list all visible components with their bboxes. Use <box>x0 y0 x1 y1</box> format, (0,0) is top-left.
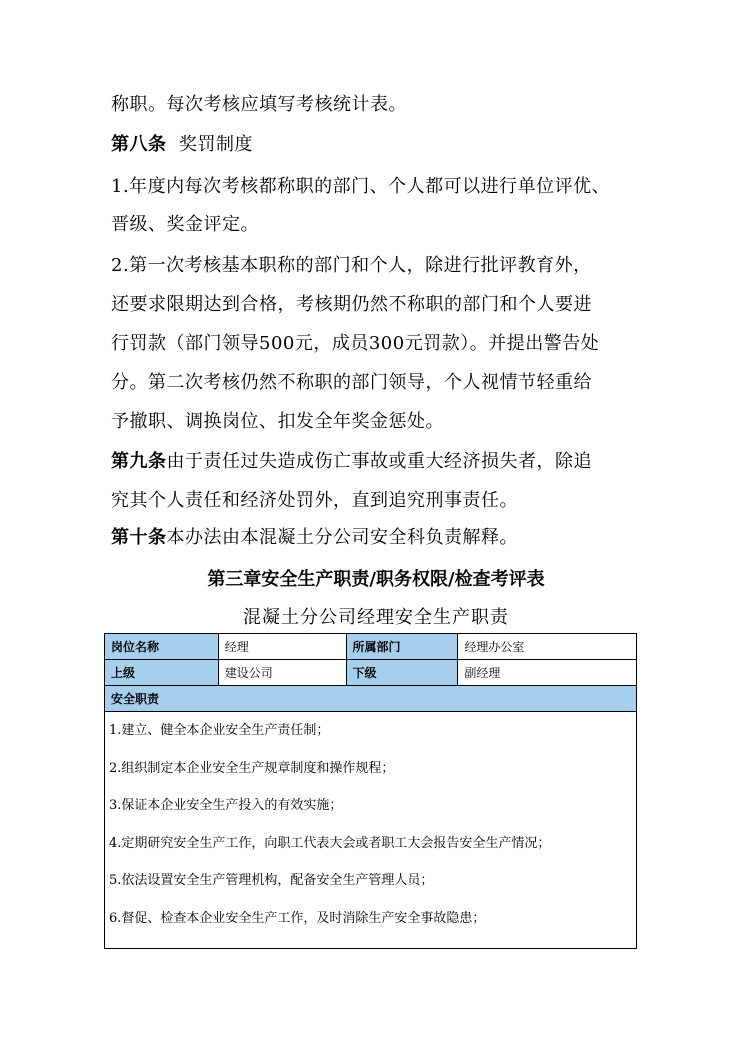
paragraph-line: 称职。每次考核应填写考核统计表。 <box>111 94 407 115</box>
article-text: 由于责任过失造成伤亡事故或重大经济损失者，除追 <box>166 451 592 472</box>
duty-item: 1.建立、健全本企业安全生产责任制； <box>109 723 330 738</box>
article-title: 奖罚制度 <box>178 134 253 155</box>
table-row <box>105 712 637 949</box>
table-row <box>105 660 637 686</box>
superior-value: 建设公司 <box>218 660 346 686</box>
duty-table <box>104 633 637 949</box>
article-label: 第十条 <box>111 527 167 548</box>
duty-item: 3.保证本企业安全生产投入的有效实施； <box>109 798 343 813</box>
duties-list <box>105 712 637 949</box>
duty-item: 2.组织制定本企业安全生产规章制度和操作规程； <box>109 760 395 776</box>
paragraph-line: 分。第二次考核仍然不称职的部门领导，个人视情节轻重给 <box>111 372 592 393</box>
post-label: 岗位名称 <box>105 634 219 660</box>
duties-label: 安全职责 <box>105 686 637 712</box>
article-label: 第八条 <box>111 134 167 155</box>
post-value: 经理 <box>218 634 346 660</box>
table-title: 混凝土分公司经理安全生产职责 <box>243 607 509 628</box>
article-9 <box>111 452 641 472</box>
paragraph-line: 1.年度内每次考核都称职的部门、个人都可以进行单位评优、 <box>111 176 611 197</box>
paragraph-line: 还要求限期达到合格，考核期仍然不称职的部门和个人要进 <box>111 294 592 315</box>
subordinate-label: 下级 <box>346 660 458 686</box>
article-8-heading <box>111 135 641 155</box>
paragraph-line: 予撤职、调换岗位、扣发全年奖金惩处。 <box>111 411 444 432</box>
subordinate-value: 副经理 <box>458 660 637 686</box>
superior-label: 上级 <box>105 660 219 686</box>
duty-item: 6.督促、检查本企业安全生产工作，及时消除生产安全事故隐患； <box>109 910 486 926</box>
paragraph-line: 晋级、奖金评定。 <box>111 214 259 235</box>
article-label: 第九条 <box>111 451 167 472</box>
duty-item: 4.定期研究安全生产工作，向职工代表大会或者职工大会报告安全生产情况； <box>109 835 551 851</box>
article-text: 本办法由本混凝土分公司安全科负责解释。 <box>166 527 518 548</box>
chapter-title: 第三章安全生产职责/职务权限/检查考评表 <box>207 569 545 590</box>
paragraph-line: 行罚款（部门领导500元，成员300元罚款）。并提出警告处 <box>111 333 600 354</box>
paragraph-line: 究其个人责任和经济处罚外，直到追究刑事责任。 <box>111 490 518 511</box>
table-row <box>105 686 637 712</box>
dept-label: 所属部门 <box>346 634 458 660</box>
dept-value: 经理办公室 <box>458 634 637 660</box>
paragraph-line: 2.第一次考核基本职称的部门和个人，除进行批评教育外， <box>111 255 592 276</box>
duty-item: 5.依法设置安全生产管理机构，配备安全生产管理人员； <box>109 873 434 888</box>
article-10 <box>111 528 641 548</box>
table-row <box>105 634 637 660</box>
